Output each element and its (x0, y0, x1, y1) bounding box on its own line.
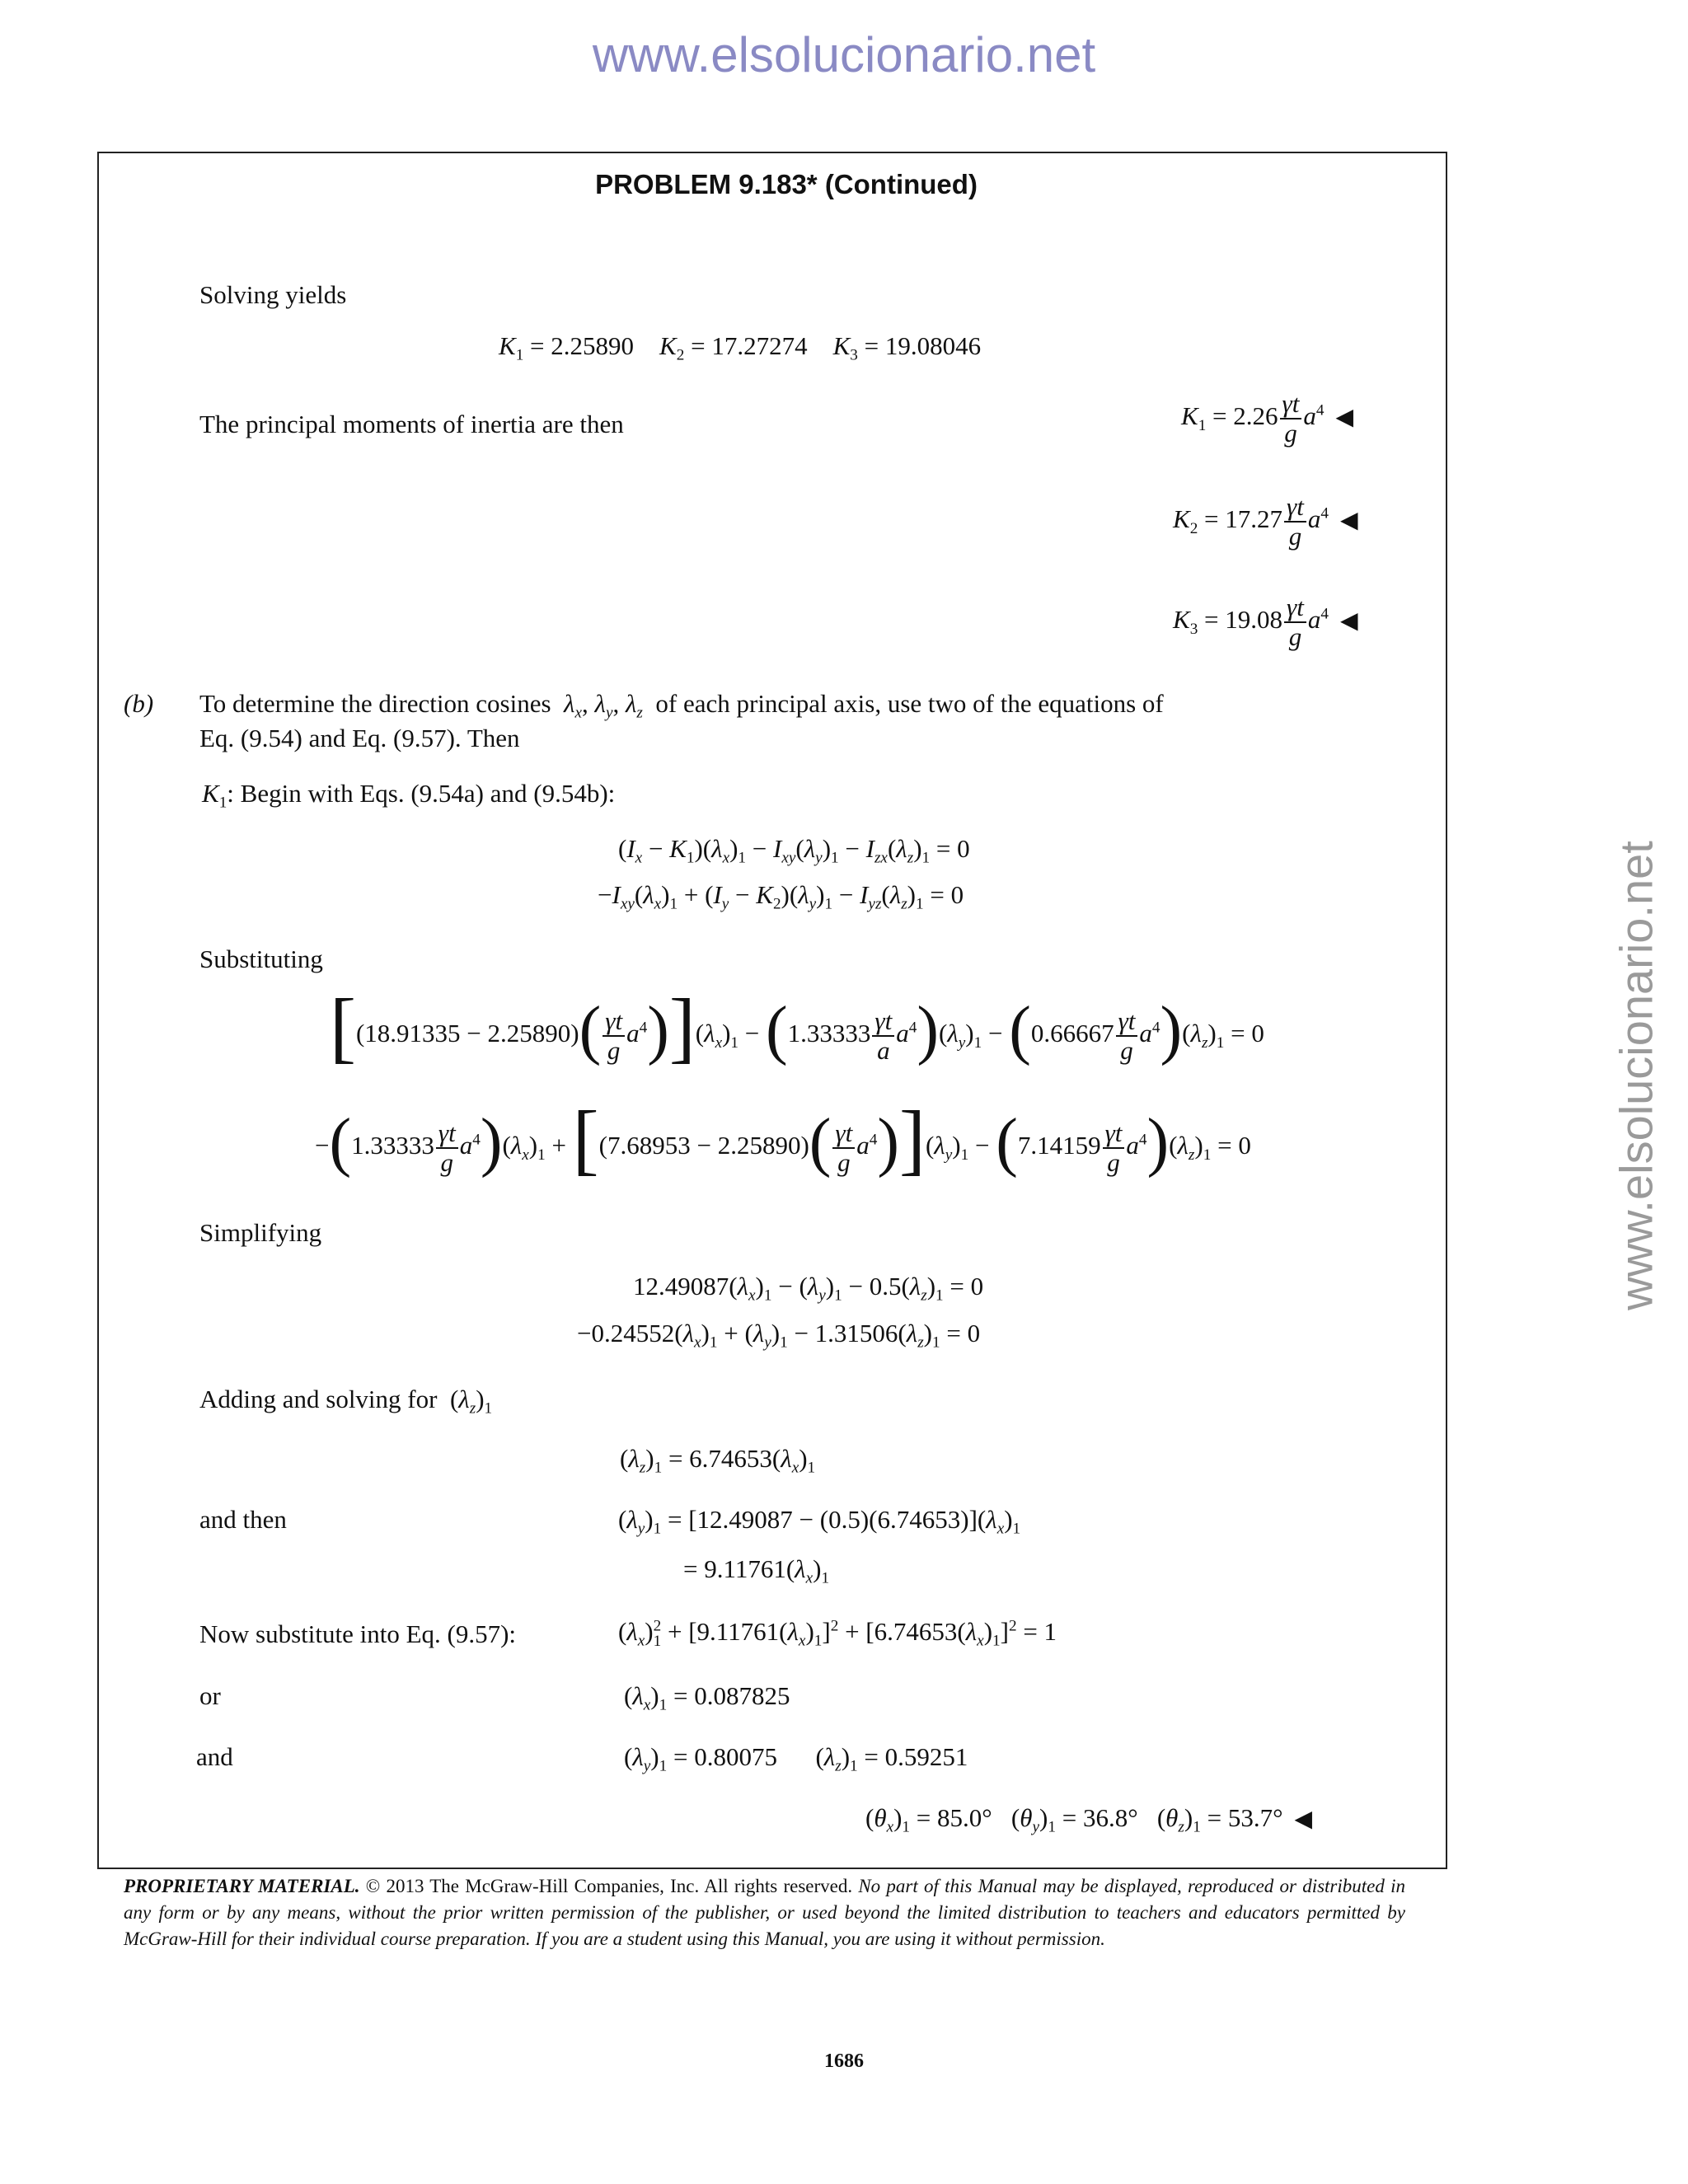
copyright-notice: PROPRIETARY MATERIAL. © 2013 The McGraw-Hill Companies, Inc. All rights reserved. No part of this Manual may be displayed, reproduced or distributed in any form or by any means, without the prior written permission of the publisher, or used beyond the limited distribution to teachers and educators permitted by McGraw-Hill for their individual course preparation. If you are a student using this Manual, you are using it without permission. (124, 1876, 1405, 1949)
substituted-equation-2: −(1.33333 $\frac{\gamma t}{g}$ $a^4)(\lambda_x)_1 + [(7.68953 - 2.25890)$( $\frac{\gamma t}{g}$ $a^4)](\lambda_y)_1 - (7.14159$ $\frac{\gamma t}{g}$ $a^4)(\lambda_z)_1 = 0$ (315, 1094, 1251, 1183)
simplifying-text: Simplifying (199, 1218, 322, 1247)
lambda-y-relation: $(\lambda_y)_1 = [12.49087 - (0.5)(6.74653)](\lambda_x)_1$ (618, 1505, 1021, 1538)
k3-result: $K_3 = 19.08$ $\frac{\gamma t}{g}$ $a^4$ ◀ (1173, 593, 1358, 652)
k2-value: 17.27274 (711, 331, 808, 360)
part-b-line2: Eq. (9.54) and Eq. (9.57). Then (199, 724, 520, 752)
and-then-text: and then (199, 1505, 287, 1534)
k1-value: 2.25890 (551, 331, 635, 360)
lambda-y-result: = $9.11761(\lambda_x)_1$ (683, 1554, 830, 1587)
watermark-side: www.elsolucionario.net (1610, 841, 1662, 1310)
gamma-t-over-g: $\frac{\gamma t}{g}$ (1284, 493, 1306, 551)
lambda-y-z-values: $(\lambda_y)_1 = 0.80075$ $(\lambda_z)_1 = 0.59251$ (624, 1742, 968, 1775)
lambda-x-value: $(\lambda_x)_1 = 0.087825$ (624, 1681, 790, 1714)
substituting-text: Substituting (199, 944, 323, 973)
solving-yields-text: Solving yields (199, 280, 347, 309)
now-substitute-text: Now substitute into Eq. (9.57): (199, 1619, 517, 1648)
answer-marker-icon: ◀ (1335, 405, 1354, 431)
angle-results: $(\theta_x)_1 = 85.0^\circ$ $(\theta_y)_1 = 36.8^\circ$ $(\theta_z)_1 = 53.7^\circ$ ◀ (865, 1803, 1313, 1836)
k3-value: 19.08046 (884, 331, 982, 360)
watermark-top: www.elsolucionario.net (592, 27, 1096, 82)
k1-result: $K_1 = 2.26$ $\frac{\gamma t}{g}$ $a^4$ ◀ (1181, 389, 1354, 448)
simplified-equation-2: $-0.24552(\lambda_x)_1 + (\lambda_y)_1 - 1.31506(\lambda_z)_1 = 0$ (577, 1319, 981, 1352)
part-b-label: (b) (124, 689, 154, 718)
or-text: or (199, 1681, 221, 1710)
page-title: PROBLEM 9.183* (Continued) (595, 169, 978, 199)
gamma-t-over-g: $\frac{\gamma t}{g}$ (1280, 390, 1302, 448)
k2-result: $K_2 = 17.27$ $\frac{\gamma t}{g}$ $a^4$ ◀ (1173, 492, 1358, 551)
principal-moments-text: The principal moments of inertia are then (199, 410, 624, 438)
equation-954b: $-I_{xy}(\lambda_x)_1 + (I_y - K_2)(\lambda_y)_1 - I_{yz}(\lambda_z)_1 = 0$ (598, 880, 964, 913)
and-text: and (196, 1742, 233, 1771)
lambda-z-relation: $(\lambda_z)_1 = 6.74653(\lambda_x)_1$ (620, 1444, 816, 1477)
adding-text: Adding and solving for $(\lambda_z)_1$ (199, 1385, 493, 1418)
simplified-equation-1: $12.49087(\lambda_x)_1 - (\lambda_y)_1 - 0.5(\lambda_z)_1 = 0$ (633, 1272, 984, 1305)
k-values-equation: $K_1 = 2.25890$ $K_2 = 17.27274$ $K_3 = 19.08046$ (499, 331, 982, 364)
answer-marker-icon: ◀ (1339, 508, 1358, 534)
gamma-t-over-g: $\frac{\gamma t}{g}$ (1284, 593, 1306, 651)
k1-result-value: 2.26 (1233, 401, 1278, 431)
k1-intro: $K_1$: Begin with Eqs. (9.54a) and (9.54b): (202, 779, 616, 812)
unit-vector-equation: $(\lambda_x)^2_1 + [9.11761(\lambda_x)_1]^2 + [6.74653(\lambda_x)_1]^2 = 1$ (618, 1617, 1057, 1650)
answer-marker-icon: ◀ (1339, 608, 1358, 635)
answer-marker-icon: ◀ (1294, 1807, 1313, 1832)
equation-954a: $(I_x - K_1)(\lambda_x)_1 - I_{xy}(\lambda_y)_1 - I_{zx}(\lambda_z)_1 = 0$ (618, 834, 970, 867)
k3-result-value: 19.08 (1225, 605, 1283, 635)
page-number: 1686 (824, 2050, 864, 2072)
part-b-line1: To determine the direction cosines $\lambda_x$, $\lambda_y$, $\lambda_z$ of each principal axis, use two of the equations of (199, 689, 1164, 722)
k2-result-value: 17.27 (1225, 504, 1283, 534)
substituted-equation-1: [(18.91335 − 2.25890)( $\frac{\gamma t}{g}$ $a^4)](\lambda_x)_1 - (1.33333$ $\frac{\gamma t}{a}$ $a^4)(\lambda_y)_1 - (0.66667$ $\frac{\gamma t}{g}$ $a^4)(\lambda_z)_1 = 0$ (330, 982, 1264, 1071)
